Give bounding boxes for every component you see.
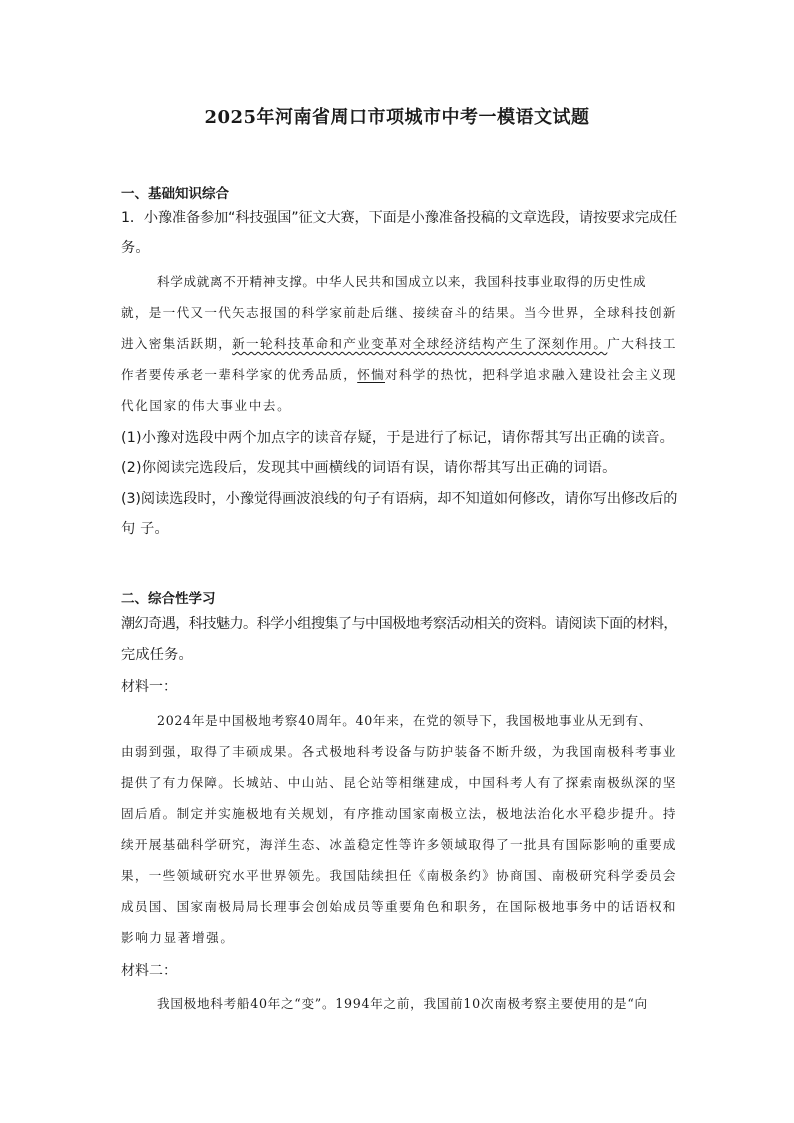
question1-line2: 务。 (121, 240, 150, 256)
passage-line-2: 就，是一代又一代矢志报国的科学家前赴后继、接续奋斗的结果。当今世界，全球科技创新 (121, 305, 677, 320)
section2-intro-line1: 潮幻奇遇，科技魅力。科学小组搜集了与中国极地考察活动相关的资料。请阅读下面的材料， (121, 616, 677, 632)
section2-heading: 二、综合性学习 (121, 591, 216, 607)
material1-line-8: 影响力显著增强。 (121, 930, 235, 945)
material1-line-4: 固后盾。制定并实施极地有关规划，有序推动国家南极立法，极地法治化水平稳步提升。持 (121, 806, 677, 821)
passage-line-4-start: 作者要传承老一辈科学家的优秀品质， (121, 367, 358, 382)
passage-line-3-start: 进入密集活跃期， (121, 336, 233, 351)
section1-heading: 一、基础知识综合 (121, 186, 229, 202)
passage-line-4-end: 对科学的热忱，把科学追求融入建设社会主义现 (385, 367, 677, 382)
sub-question-1: (1)小豫对选段中两个加点字的读音存疑，于是进行了标记，请你帮其写出正确的读音。 (121, 430, 675, 446)
material2-line-1: 我国极地科考船40年之“变”。1994年之前，我国前10次南极考察主要使用的是“向 (157, 996, 648, 1011)
wavy-underlined-sentence: 新一轮科技革命和产业变革对全球经济结构产生了深刻作用。 (232, 336, 608, 351)
material1-line-3: 提供了有力保障。长城站、中山站、昆仑站等相继建成，中国科考人有了探索南极纵深的坚 (121, 775, 677, 790)
material1-line-7: 成员国、国家南极局局长理事会创始成员等重要角色和职务，在国际极地事务中的话语权和 (121, 899, 677, 914)
underlined-word: 怀惴 (357, 367, 385, 382)
sub-question-3-line2: 句 子。 (121, 521, 169, 537)
passage-line-3-end: 广大科技工 (607, 336, 677, 351)
material1-line-1: 2024年是中国极地考察40周年。40年来，在党的领导下，我国极地事业从无到有、 (157, 713, 653, 728)
question1-line1: 1．小豫准备参加“科技强国”征文大赛，下面是小豫准备投稿的文章选段，请按要求完成任 (121, 210, 678, 226)
section2-intro-line2: 完成任务。 (121, 647, 193, 663)
passage-line-4 (121, 364, 677, 383)
sub-question-2: (2)你阅读完选段后，发现其中画横线的词语有误，请你帮其写出正确的词语。 (121, 460, 617, 476)
material1-line-6: 果，一些领域研究水平世界领先。我国陆续担任《南极条约》协商国、南极研究科学委员会 (121, 868, 677, 883)
material2-label: 材料二： (121, 963, 177, 979)
sub-question-3-line1: (3)阅读选段时，小豫觉得画波浪线的句子有语病，却不知道如何修改，请你写出修改后的 (121, 491, 678, 507)
material1-line-2: 由弱到强，取得了丰硕成果。各式极地科考设备与防护装备不断升级，为我国南极科考事业 (121, 744, 677, 759)
passage-line-3 (121, 333, 677, 352)
passage-line-1: 科学成就离不开精神支撑。中华人民共和国成立以来，我国科技事业取得的历史性成 (157, 274, 647, 289)
material1-label: 材料一： (121, 679, 177, 695)
passage-line-5: 代化国家的伟大事业中去。 (121, 398, 292, 413)
document-title: 2025年河南省周口市项城市中考一模语文试题 (204, 107, 590, 128)
material1-line-5: 续开展基础科学研究，海洋生态、冰盖稳定性等许多领域取得了一批具有国际影响的重要成 (121, 837, 677, 852)
